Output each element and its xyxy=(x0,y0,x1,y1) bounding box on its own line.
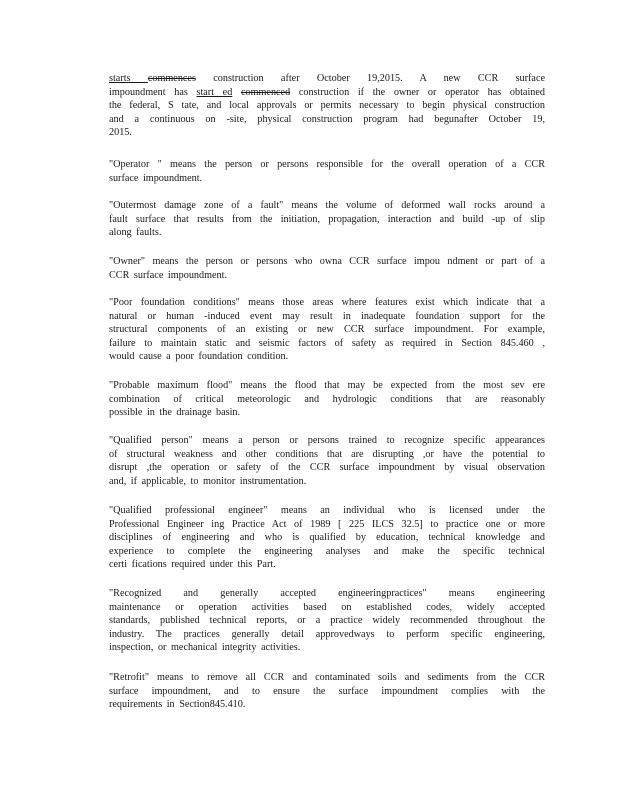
text-segment: experience to complete the engineering analyses and make the specific technical xyxy=(109,545,545,557)
text-line xyxy=(109,126,545,140)
paragraph-qualified-professional-engineer-definition xyxy=(109,504,545,572)
text-segment: standards, published technical reports, or a practice widely recommended throughout the xyxy=(109,615,545,627)
paragraph-recognized-practices-definition xyxy=(109,587,545,655)
text-line xyxy=(109,434,545,448)
text-segment: would cause a poor foundation condition. xyxy=(109,351,289,363)
text-line xyxy=(109,406,545,420)
text-segment: impoundment has xyxy=(109,86,197,98)
paragraph-qualified-person-definition xyxy=(109,434,545,488)
text-segment: CCR surface impoundment. xyxy=(109,269,228,281)
text-segment: failure to maintain static and seismic factors of safety as required in Section 845.460 , xyxy=(109,337,545,349)
paragraph-retrofit-definition xyxy=(109,671,545,712)
text-segment: structural components of an existing or new CCR surface impoundment. For example, xyxy=(109,324,545,336)
text-segment: combination of critical meteorologic and hydrologic conditions that are reasonably xyxy=(109,393,545,405)
paragraph-poor-foundation-conditions-definition xyxy=(109,296,545,364)
text-segment: natural or human -induced event may result in inadequate foundation support for the xyxy=(109,310,545,322)
text-line xyxy=(109,379,545,393)
text-line xyxy=(109,350,545,364)
text-segment: "Retrofit" means to remove all CCR and contaminated soils and sediments from the CCR xyxy=(109,672,545,683)
text-line xyxy=(109,587,545,601)
text-line xyxy=(109,255,545,269)
text-line xyxy=(109,172,545,186)
text-segment: "Outermost damage zone of a fault" means the volume of deformed wall rocks around a xyxy=(109,200,545,211)
text-segment: inspection, or mechanical integrity activities. xyxy=(109,642,301,654)
paragraph-outermost-damage-zone-definition xyxy=(109,199,545,240)
text-segment: "Owner" means the person or persons who owna CCR surface impou ndment or part of a xyxy=(109,256,545,267)
text-line xyxy=(109,448,545,462)
struck-text: commences xyxy=(147,73,196,84)
text-line xyxy=(109,671,545,685)
text-line xyxy=(109,337,545,351)
text-line xyxy=(109,226,545,240)
text-segment: certi fications required under this Part. xyxy=(109,559,276,571)
text-line xyxy=(109,531,545,545)
text-segment: construction if the owner or operator has obtained xyxy=(290,86,545,98)
text-line xyxy=(109,685,545,699)
text-segment: Professional Engineer ing Practice Act of 1989 [ 225 ILCS 32.5] to practice one or more xyxy=(109,518,545,530)
text-line xyxy=(109,504,545,518)
text-line xyxy=(109,698,545,712)
inserted-text: starts xyxy=(109,73,148,84)
text-line xyxy=(109,99,545,113)
text-line xyxy=(109,558,545,572)
text-line xyxy=(109,199,545,213)
text-segment: 2015. xyxy=(109,127,132,139)
text-line xyxy=(109,518,545,532)
text-line xyxy=(109,641,545,655)
text-segment: of structural weakness and other conditions that are disrupting ,or have the potential to xyxy=(109,448,545,460)
text-segment: along faults. xyxy=(109,227,162,239)
text-segment: surface impoundment, and to ensure the surface impoundment complies with the xyxy=(109,685,545,697)
text-line xyxy=(109,86,545,100)
text-segment: and, if applicable, to monitor instrumentation. xyxy=(109,475,307,487)
text-line xyxy=(109,323,545,337)
text-segment: "Qualified person" means a person or persons trained to recognize specific appearances xyxy=(109,435,545,446)
text-line xyxy=(109,296,545,310)
text-segment: surface impoundment. xyxy=(109,172,203,184)
text-segment: disciplines of engineering and who is qualified by education, technical knowledge and xyxy=(109,532,545,544)
text-segment: the federal, S tate, and local approvals or permits necessary to begin physical construction xyxy=(109,100,545,112)
text-segment: disrupt ,the operation or safety of the CCR surface impoundment by visual observation xyxy=(109,462,545,474)
text-line xyxy=(109,72,545,86)
text-segment: possible in the drainage basin. xyxy=(109,407,241,419)
text-line xyxy=(109,213,545,227)
text-segment: construction after October 19,2015. A new CCR surface xyxy=(195,73,545,84)
text-line xyxy=(109,628,545,642)
paragraph-operator-definition xyxy=(109,158,545,185)
text-line xyxy=(109,310,545,324)
text-segment: fault surface that results from the initiation, propagation, interaction and build -up of slip xyxy=(109,213,545,225)
text-segment: industry. The practices generally detail approvedways to perform specific engineering, xyxy=(109,628,545,640)
text-line xyxy=(109,269,545,283)
text-segment: maintenance or operation activities based on established codes, widely accepted xyxy=(109,601,545,613)
paragraph-owner-definition xyxy=(109,255,545,282)
text-line xyxy=(109,393,545,407)
text-line xyxy=(109,614,545,628)
text-segment: and a continuous on -site, physical construction program had begunafter October 19, xyxy=(109,113,545,125)
inserted-text: start ed xyxy=(196,86,233,98)
text-segment: "Operator " means the person or persons responsible for the overall operation of a CCR xyxy=(109,159,545,170)
text-line xyxy=(109,461,545,475)
struck-text: commenced xyxy=(240,86,291,98)
paragraph-construction-commenced xyxy=(109,72,545,140)
text-segment: requirements in Section845.410. xyxy=(109,699,246,711)
text-line xyxy=(109,601,545,615)
text-line xyxy=(109,158,545,172)
text-line xyxy=(109,475,545,489)
text-segment xyxy=(232,87,241,98)
text-line xyxy=(109,113,545,127)
text-line xyxy=(109,545,545,559)
text-segment: "Qualified professional engineer" means an individual who is licensed under the xyxy=(109,505,545,516)
text-segment: "Probable maximum flood" means the flood that may be expected from the most sev ere xyxy=(109,380,545,391)
text-segment: "Poor foundation conditions" means those areas where features exist which indicate that a xyxy=(109,297,545,308)
text-segment: "Recognized and generally accepted engineeringpractices" means engineering xyxy=(109,588,545,599)
paragraph-probable-maximum-flood-definition xyxy=(109,379,545,420)
